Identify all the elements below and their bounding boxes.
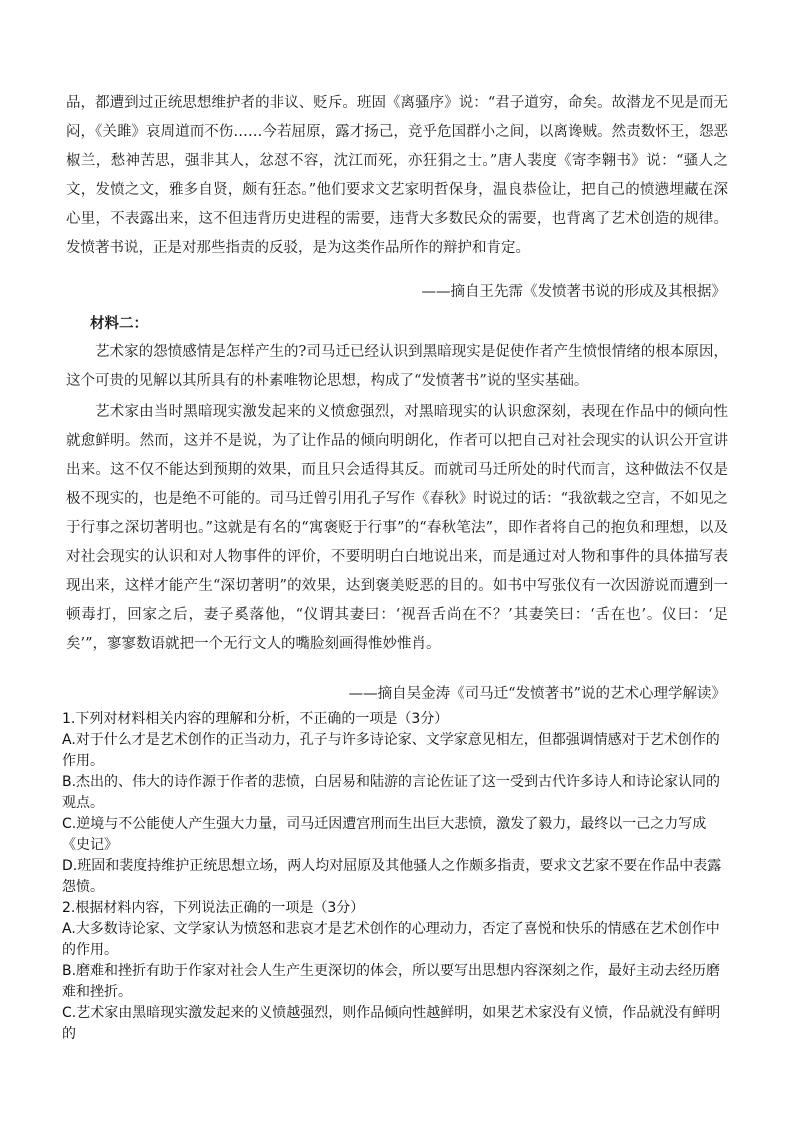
question-1-option-a: A.对于什么才是艺术创作的正当动力，孔子与许多诗论家、文学家意见相左，但都强调情感对于艺术创作的作用。 bbox=[62, 732, 720, 769]
question-2-option-c: C.艺术家由黑暗现实激发起来的义愤越强烈，则作品倾向性越鲜明，如果艺术家没有义愤，作品就没有鲜明的 bbox=[62, 1005, 721, 1042]
question-1-stem: 1.下列对材料相关内容的理解和分析，不正确的一项是（3分） bbox=[62, 711, 449, 727]
material-1-paragraph: 品，都遭到过正统思想维护者的非议、贬斥。班固《离骚序》说：“君子道穷，命矣。故潜龙不见是而无闷，《关雎》哀周道而不伤……今若屈原，露才扬己，竞乎危国群小之间，以离谗贼。然责数怀王，怨恶椒兰，愁神苦思，强非其人，忿怼不容，沈江而死，亦狂狷之士。”唐人裴度《寄李翱书》说：“骚人之文，发愤之文，雅多自贤，颇有狂态。”他们要求文艺家明哲保身，温良恭俭让，把自己的愤懑埋藏在深心里，不表露出来，这不但违背历史进程的需要，违背大多数民众的需要，也背离了艺术创造的规律。发愤著书说，正是对那些指责的反驳，是为这类作品所作的辩护和肯定。 bbox=[66, 95, 728, 256]
material-2-paragraph-2: 艺术家由当时黑暗现实激发起来的义愤愈强烈，对黑暗现实的认识愈深刻，表现在作品中的倾向性就愈鲜明。然而，这并不是说，为了让作品的倾向明朗化，作者可以把自己对社会现实的认识公开宣讲出来。这不仅不能达到预期的效果，而且只会适得其反。而就司马迁所处的时代而言，这种做法不仅是极不现实的，也是绝不可能的。司马迁曾引用孔子写作《春秋》时说过的话：“我欲载之空言，不如见之于行事之深切著明也。”这就是有名的“寓褒贬于行事”的“春秋笔法”，即作者将自己的抱负和理想，以及对社会现实的认识和对人物事件的评价，不要明明白白地说出来，而是通过对人物和事件的具体描写表现出来，这样才能产生“深切著明”的效果，达到褒美贬恶的目的。如书中写张仪有一次因游说而遭到一顿毒打，回家之后，妻子奚落他，“仪谓其妻曰：‘视吾舌尚在不？’其妻笑曰：‘舌在也’。仪曰：‘足矣’”，寥寥数语就把一个无行文人的嘴脸刻画得惟妙惟肖。 bbox=[66, 404, 728, 652]
material-2-heading: 材料二： bbox=[90, 315, 148, 332]
material-2-source: ——摘自吴金涛《司马迁“发愤著书”说的艺术心理学解读》 bbox=[348, 686, 726, 702]
question-2-option-b: B.磨难和挫折有助于作家对社会人生产生更深切的体会，所以要写出思想内容深刻之作，最好主动去经历磨难和挫折。 bbox=[62, 963, 721, 1000]
question-section bbox=[62, 709, 730, 1045]
question-1-option-b: B.杰出的、伟大的诗作源于作者的悲愤，白居易和陆游的言论佐证了这一受到古代许多诗人和诗论家认同的观点。 bbox=[62, 774, 721, 811]
material-1-source: ——摘自王先霈《发愤著书说的形成及其根据》 bbox=[421, 284, 726, 300]
question-2-stem: 2.根据材料内容，下列说法正确的一项是（3分） bbox=[62, 900, 365, 916]
question-2-option-a: A.大多数诗论家、文学家认为愤怒和悲哀才是艺术创作的心理动力，否定了喜悦和快乐的情感在艺术创作中的作用。 bbox=[62, 921, 720, 958]
question-1-option-d: D.班固和裴度持维护正统思想立场，两人均对屈原及其他骚人之作颇多指责，要求文艺家不要在作品中表露怨愤。 bbox=[62, 858, 722, 895]
material-2-paragraph-1: 艺术家的怨愤感情是怎样产生的?司马迁已经认识到黑暗现实是促使作者产生愤恨情绪的根本原因，这个可贵的见解以其所具有的朴素唯物论思想，构成了“发愤著书”说的坚实基础。 bbox=[66, 344, 728, 389]
question-1-option-c: C.逆境与不公能使人产生强大力量，司马迁因遭宫刑而生出巨大悲愤，激发了毅力，最终以一己之力写成《史记》 bbox=[62, 816, 707, 853]
